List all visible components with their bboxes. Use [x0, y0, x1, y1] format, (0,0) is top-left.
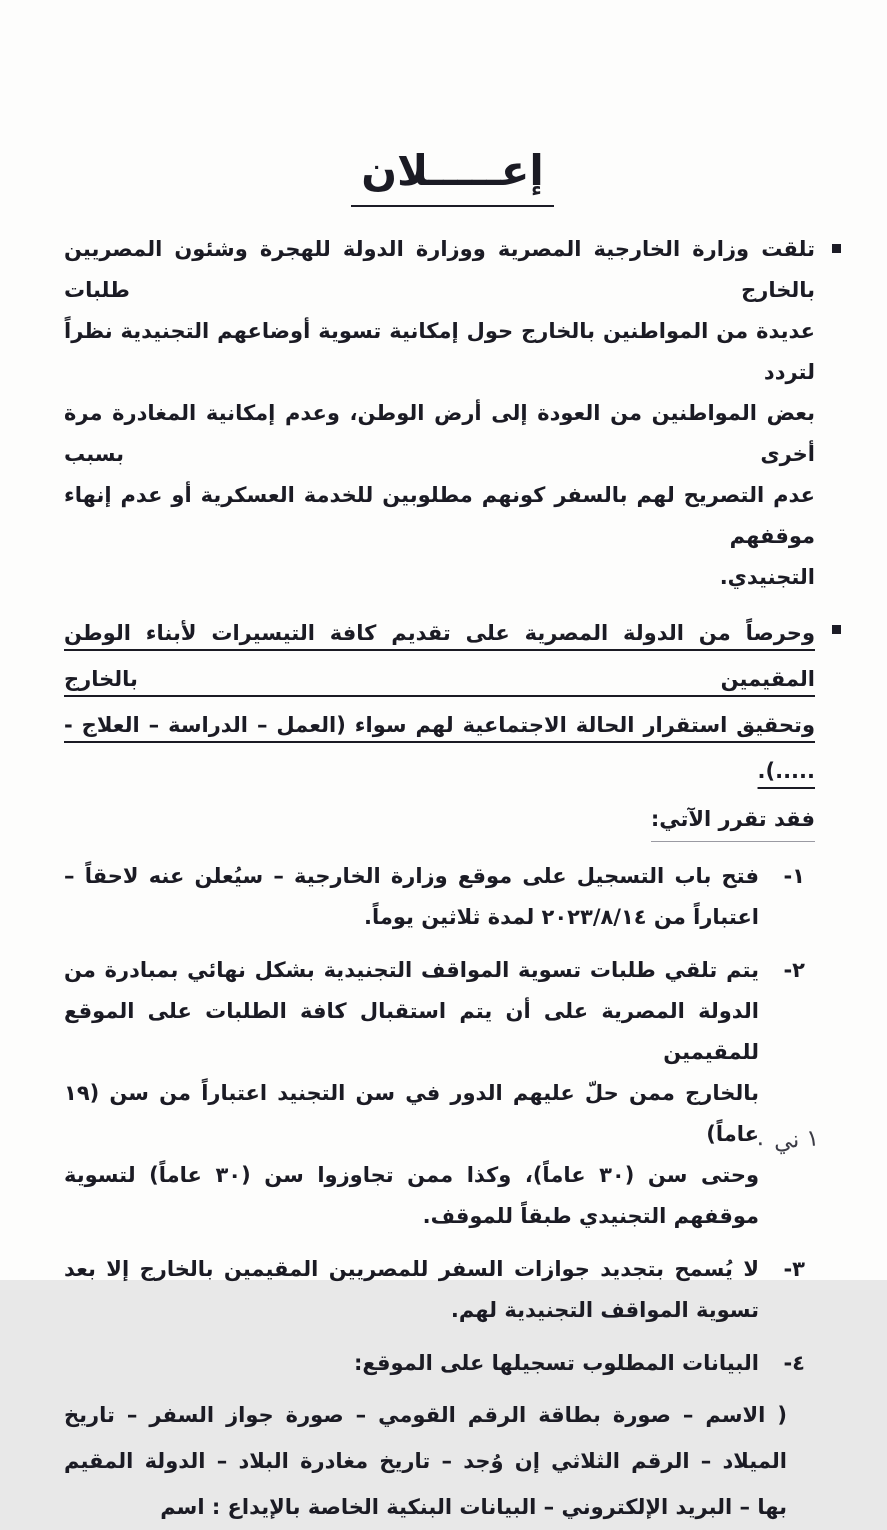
- title-block: [64, 146, 841, 207]
- text-line: تلقت وزارة الخارجية المصرية ووزارة الدولة للهجرة وشئون المصريين بالخارج طلبات: [64, 237, 815, 302]
- item-number: ٣-: [783, 1257, 805, 1281]
- list-item-1: [64, 856, 805, 938]
- text-line: بها – البريد الإلكتروني – البيانات البنكية الخاصة بالإيداع : اسم: [160, 1495, 787, 1519]
- text-line: عديدة من المواطنين بالخارج حول إمكانية تسوية أوضاعهم التجنيدية نظراً لتردد: [64, 319, 815, 384]
- text-line: الدولة المصرية على أن يتم استقبال كافة الطلبات على الموقع للمقيمين: [64, 999, 759, 1064]
- text-line: بعض المواطنين من العودة إلى أرض الوطن، وعدم إمكانية المغادرة مرة أخرى بسبب: [64, 401, 815, 466]
- item-number: ٤-: [783, 1351, 805, 1375]
- decision-intro-wrap: [64, 802, 815, 842]
- paragraph-text: [64, 229, 815, 598]
- text-line: لا يُسمح بتجديد جوازات السفر للمصريين المقيمين بالخارج إلا بعد: [64, 1257, 759, 1281]
- text-line: اعتباراً من ٢٠٢٣/٨/١٤ لمدة ثلاثين يوماً.: [364, 905, 759, 929]
- decision-list: [64, 856, 805, 1530]
- intro-paragraph-2: [64, 610, 841, 842]
- square-bullet-icon: [832, 625, 841, 634]
- text-line: بالخارج ممن حلّ عليهم الدور في سن التجنيد اعتباراً من سن (١٩ عاماً): [64, 1081, 759, 1146]
- text-line: وحتى سن (٣٠ عاماً)، وكذا ممن تجاوزوا سن (٣٠ عاماً) لتسوية: [64, 1163, 760, 1187]
- text-line: التجنيدي.: [719, 565, 815, 589]
- text-line: يتم تلقي طلبات تسوية المواقف التجنيدية بشكل نهائي بمبادرة من: [64, 958, 759, 982]
- text-line: تسوية المواقف التجنيدية لهم.: [450, 1298, 759, 1322]
- square-bullet-icon: [832, 244, 841, 253]
- text-line: وحرصاً من الدولة المصرية على تقديم كافة التيسيرات لأبناء الوطن المقيمين بالخارج: [64, 621, 815, 691]
- text-line: البيانات المطلوب تسجيلها على الموقع:: [354, 1351, 759, 1375]
- item-number: ٢-: [783, 958, 805, 982]
- text-line: فتح باب التسجيل على موقع وزارة الخارجية – سيُعلن عنه لاحقاً –: [64, 864, 759, 888]
- list-item-4: [64, 1343, 805, 1530]
- text-line: موقفهم التجنيدي طبقاً للموقف.: [422, 1204, 759, 1228]
- decision-intro: فقد تقرر الآتي:: [651, 802, 815, 842]
- required-data-details: [64, 1392, 787, 1530]
- item-text: [64, 1249, 759, 1331]
- list-item-2: [64, 950, 805, 1237]
- text-line: عدم التصريح لهم بالسفر كونهم مطلوبين للخدمة العسكرية أو عدم إنهاء موقفهم: [64, 483, 815, 548]
- paragraph-text: [64, 610, 815, 842]
- handwritten-note: ١ ني ٠: [753, 1125, 821, 1157]
- list-item-3: [64, 1249, 805, 1331]
- intro-paragraph-1: [64, 229, 841, 598]
- page-title: إعـــــلان: [351, 146, 554, 207]
- item-text: [64, 950, 759, 1237]
- item-text: [64, 856, 759, 938]
- text-line: الميلاد – الرقم الثلاثي إن وُجد – تاريخ مغادرة البلاد – الدولة المقيم: [64, 1449, 787, 1473]
- item-number: ١-: [783, 864, 805, 888]
- text-line: ( الاسم – صورة بطاقة الرقم القومي – صورة جواز السفر – تاريخ: [64, 1403, 787, 1427]
- item-text: [64, 1343, 787, 1530]
- text-line: وتحقيق استقرار الحالة الاجتماعية لهم سواء (العمل – الدراسة – العلاج - .....).: [64, 713, 815, 783]
